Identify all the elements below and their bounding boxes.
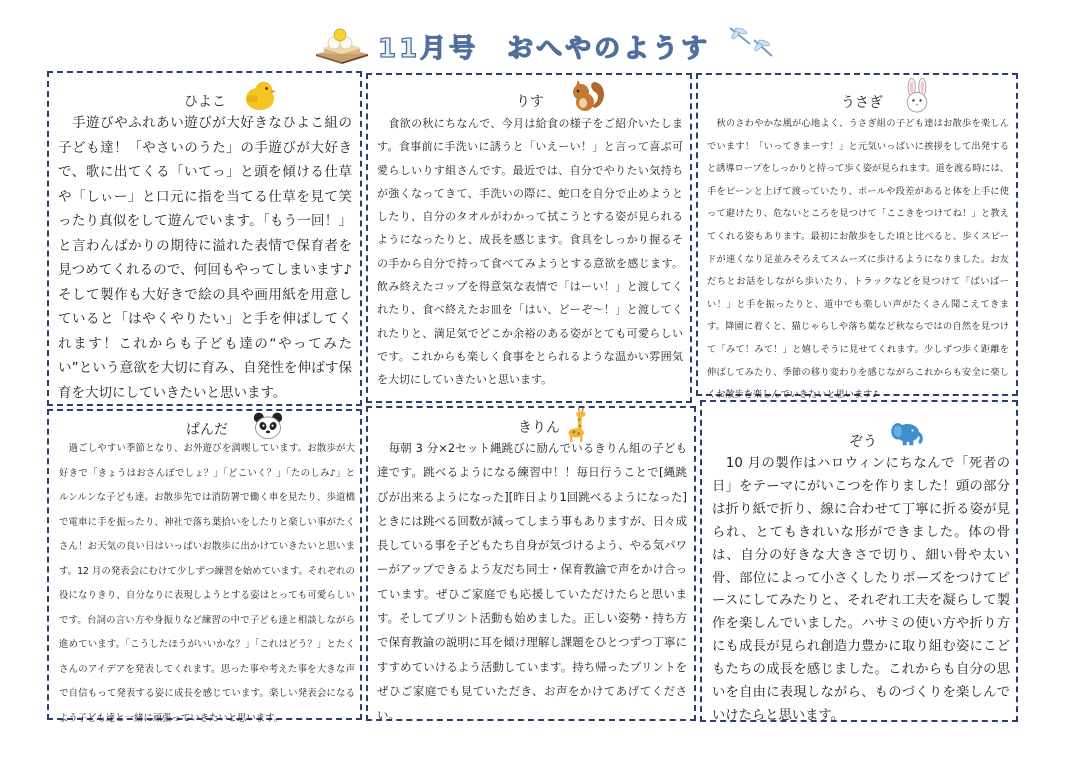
panel-zou [700, 400, 1018, 722]
panel-title-hiyoko: ひよこ [184, 94, 226, 110]
panel-panda [47, 409, 362, 724]
panel-risu [366, 73, 692, 403]
panel-body-usagi: 秋のさわやかな風が心地よく、うさぎ組の子ども達はお散歩を楽しんでいます！「いってきまーす！」と元気いっぱいに挨拶をして出発すると誘導ロープをしっかりと持って歩く姿が見られます。道を渡る時には、手をピーンと上げて渡っていたり、ポールや段差があると体を上手に使って避けたり、危ないところを見つけて「ここきをつけてね！」と教えてくれる姿もあります。最初にお散歩をした頃と比べると、歩くスピードが速くなり足並みそろえてスムーズに歩けるようになりました。お友だちとお話をしながら歩いたり、トラックなどを見つけて「ばいばーい！」と手を振ったりと、道中でも楽しい声がたくさん聞こえてきます。降園に着くと、猫じゃらしや落ち葉など秋ならではの自然を見つけて「みて！みて！」と嬉しそうに見せてくれます。少しずつ歩く距離を伸ばしてみたり、季節の移り変わりを感じながらこれからも安全に楽しくお散歩を楽しんでいきたいと思います♪ [707, 118, 1009, 401]
panel-title-panda: ぱんだ [186, 422, 228, 438]
panel-body-hiyoko: 手遊びやふれあい遊びが大好きなひよこ組の子ども達！「やさいのうた」の手遊びが大好きで、歌に出てくる「いてっ」と頭を傾ける仕草や「しぃー」と口元に指を当てる仕草を見て笑ったり真似をして遊んでいます。「もう一回！」と言わんばかりの期待に溢れた表情で保育者を見つめてくれるので、何回もやってしまいます♪そして製作も大好きで絵の具や画用紙を用意していると「はやくやりたい」と手を伸ばしてくれます！これからも子ども達の“やってみたい”という意欲を大切に育み、自発性を伸ばす保育を大切にしていきたいと思います。 [58, 115, 352, 401]
panel-title-risu: りす [516, 94, 544, 110]
panel-title-kirin: きりん [518, 420, 560, 436]
tsukimi-dango-icon [312, 24, 372, 64]
page-title: 11月号 おへやのようす [378, 34, 711, 64]
rabbit-icon [901, 78, 933, 114]
panel-body-zou: 10 月の製作はハロウィンにちなんで「死者の日」をテーマにがいこつを作りました！頭の部分は折り紙で折り、線に合わせて丁寧に折る姿が見られ、とてもきれいな形ができました。体の骨は、自分の好きな大きさで切り、細い骨や太い骨、部位によって小さくしたりポーズをつけてピースにしてみたりと、それぞれ工夫を凝らして製作を楽しんでいました。ハサミの使い方や折り方にも成長が見られ創造力豊かに取り組む姿にこどもたちの成長を感じました。これからも自分の思いを自由に表現しながら、ものづくりを楽しんでいけたらと思います。 [712, 456, 1010, 723]
panel-usagi [696, 73, 1018, 401]
panel-title-usagi: うさぎ [841, 95, 883, 111]
panel-body-panda: 過ごしやすい季節となり、お外遊びを満喫しています。お散歩が大好きで「きょうはおさんぽでしょ？」「どこいく？」「たのしみ♪」とルンルンな子ども達。お散歩先では消防署で働く車を見たり、歩道橋で電車に手を振ったり、神社で落ち葉拾いをしたりと楽しい事がたくさん！お天気の良い日はいっぱいお散歩に出かけていきたいと思います。12 月の発表会にむけて少しずつ練習を始めています。それぞれの役になりきり、自分なりに表現しようとする姿はとっても可愛らしいです。台詞の言い方や身振りなど練習の中で子ども達と相談しながら進めています。「こうしたほうがいいかな？」「これはどう？」とたくさんのアイデアを発表してくれます。思った事や考えた事を大きな声で自信もって発表する姿に成長を感じています。楽しい発表会になるよう子ども達と一緒に頑張っていきたいと思います。 [59, 443, 355, 724]
squirrel-icon [567, 78, 607, 114]
panel-kirin [366, 406, 696, 721]
panel-body-risu: 食欲の秋にちなんで、今月は給食の様子をご紹介いたします。食事前に手洗いに誘うと「いえーい！」と言って喜ぶ可愛らしいりす組さんです。最近では、自分でやりたい気持ちが強くなってきて、手洗いの際に、蛇口を自分で止めようとしたり、自分のタオルがわかって拭こうとする姿が見られるようになったりと、成長を感じます。食具をしっかり握るその手から自分で持って食べてみようとする意欲を感じます。飲み終えたコップを得意気な表情で「はーい！」と渡してくれたり、食べ終えたお皿を「はい、どーぞ～！」と渡してくれたりと、満足気でどこか余裕のある姿がとても可愛らしいです。これからも楽しく食事をとられるような温かい雰囲気を大切にしていきたいと思います。 [377, 117, 683, 387]
chick-icon [241, 78, 279, 112]
panel-body-kirin: 毎朝 3 分×2セット縄跳びに励んでいるきりん組の子ども達です。跳べるようになる練習中！！毎日行うことで[縄跳びが出来るようになった][昨日より1回跳べるようになった]ときには跳べる回数が減ってしまう事もありますが、日々成長している事を子どもたち自身が気づけるよう、やる気パワーがアップできるよう友だち同士・保育教諭で声をかけ合っています。ぜひご家庭でも応援していただけたらと思います。そしてプリント活動も始めました。正しい姿勢・持ち方で保育教諭の説明に耳を傾け理解し課題をひとつずつ丁寧にすすめていけるよう活動しています。持ち帰ったプリントをぜひご家庭でも見ていただき、お声をかけてあげてください。 [377, 441, 687, 723]
page-header [0, 22, 1080, 72]
panel-hiyoko [47, 71, 362, 406]
dragonfly-icon [726, 22, 776, 62]
panel-title-zou: ぞう [849, 434, 877, 450]
elephant-icon [888, 419, 924, 447]
